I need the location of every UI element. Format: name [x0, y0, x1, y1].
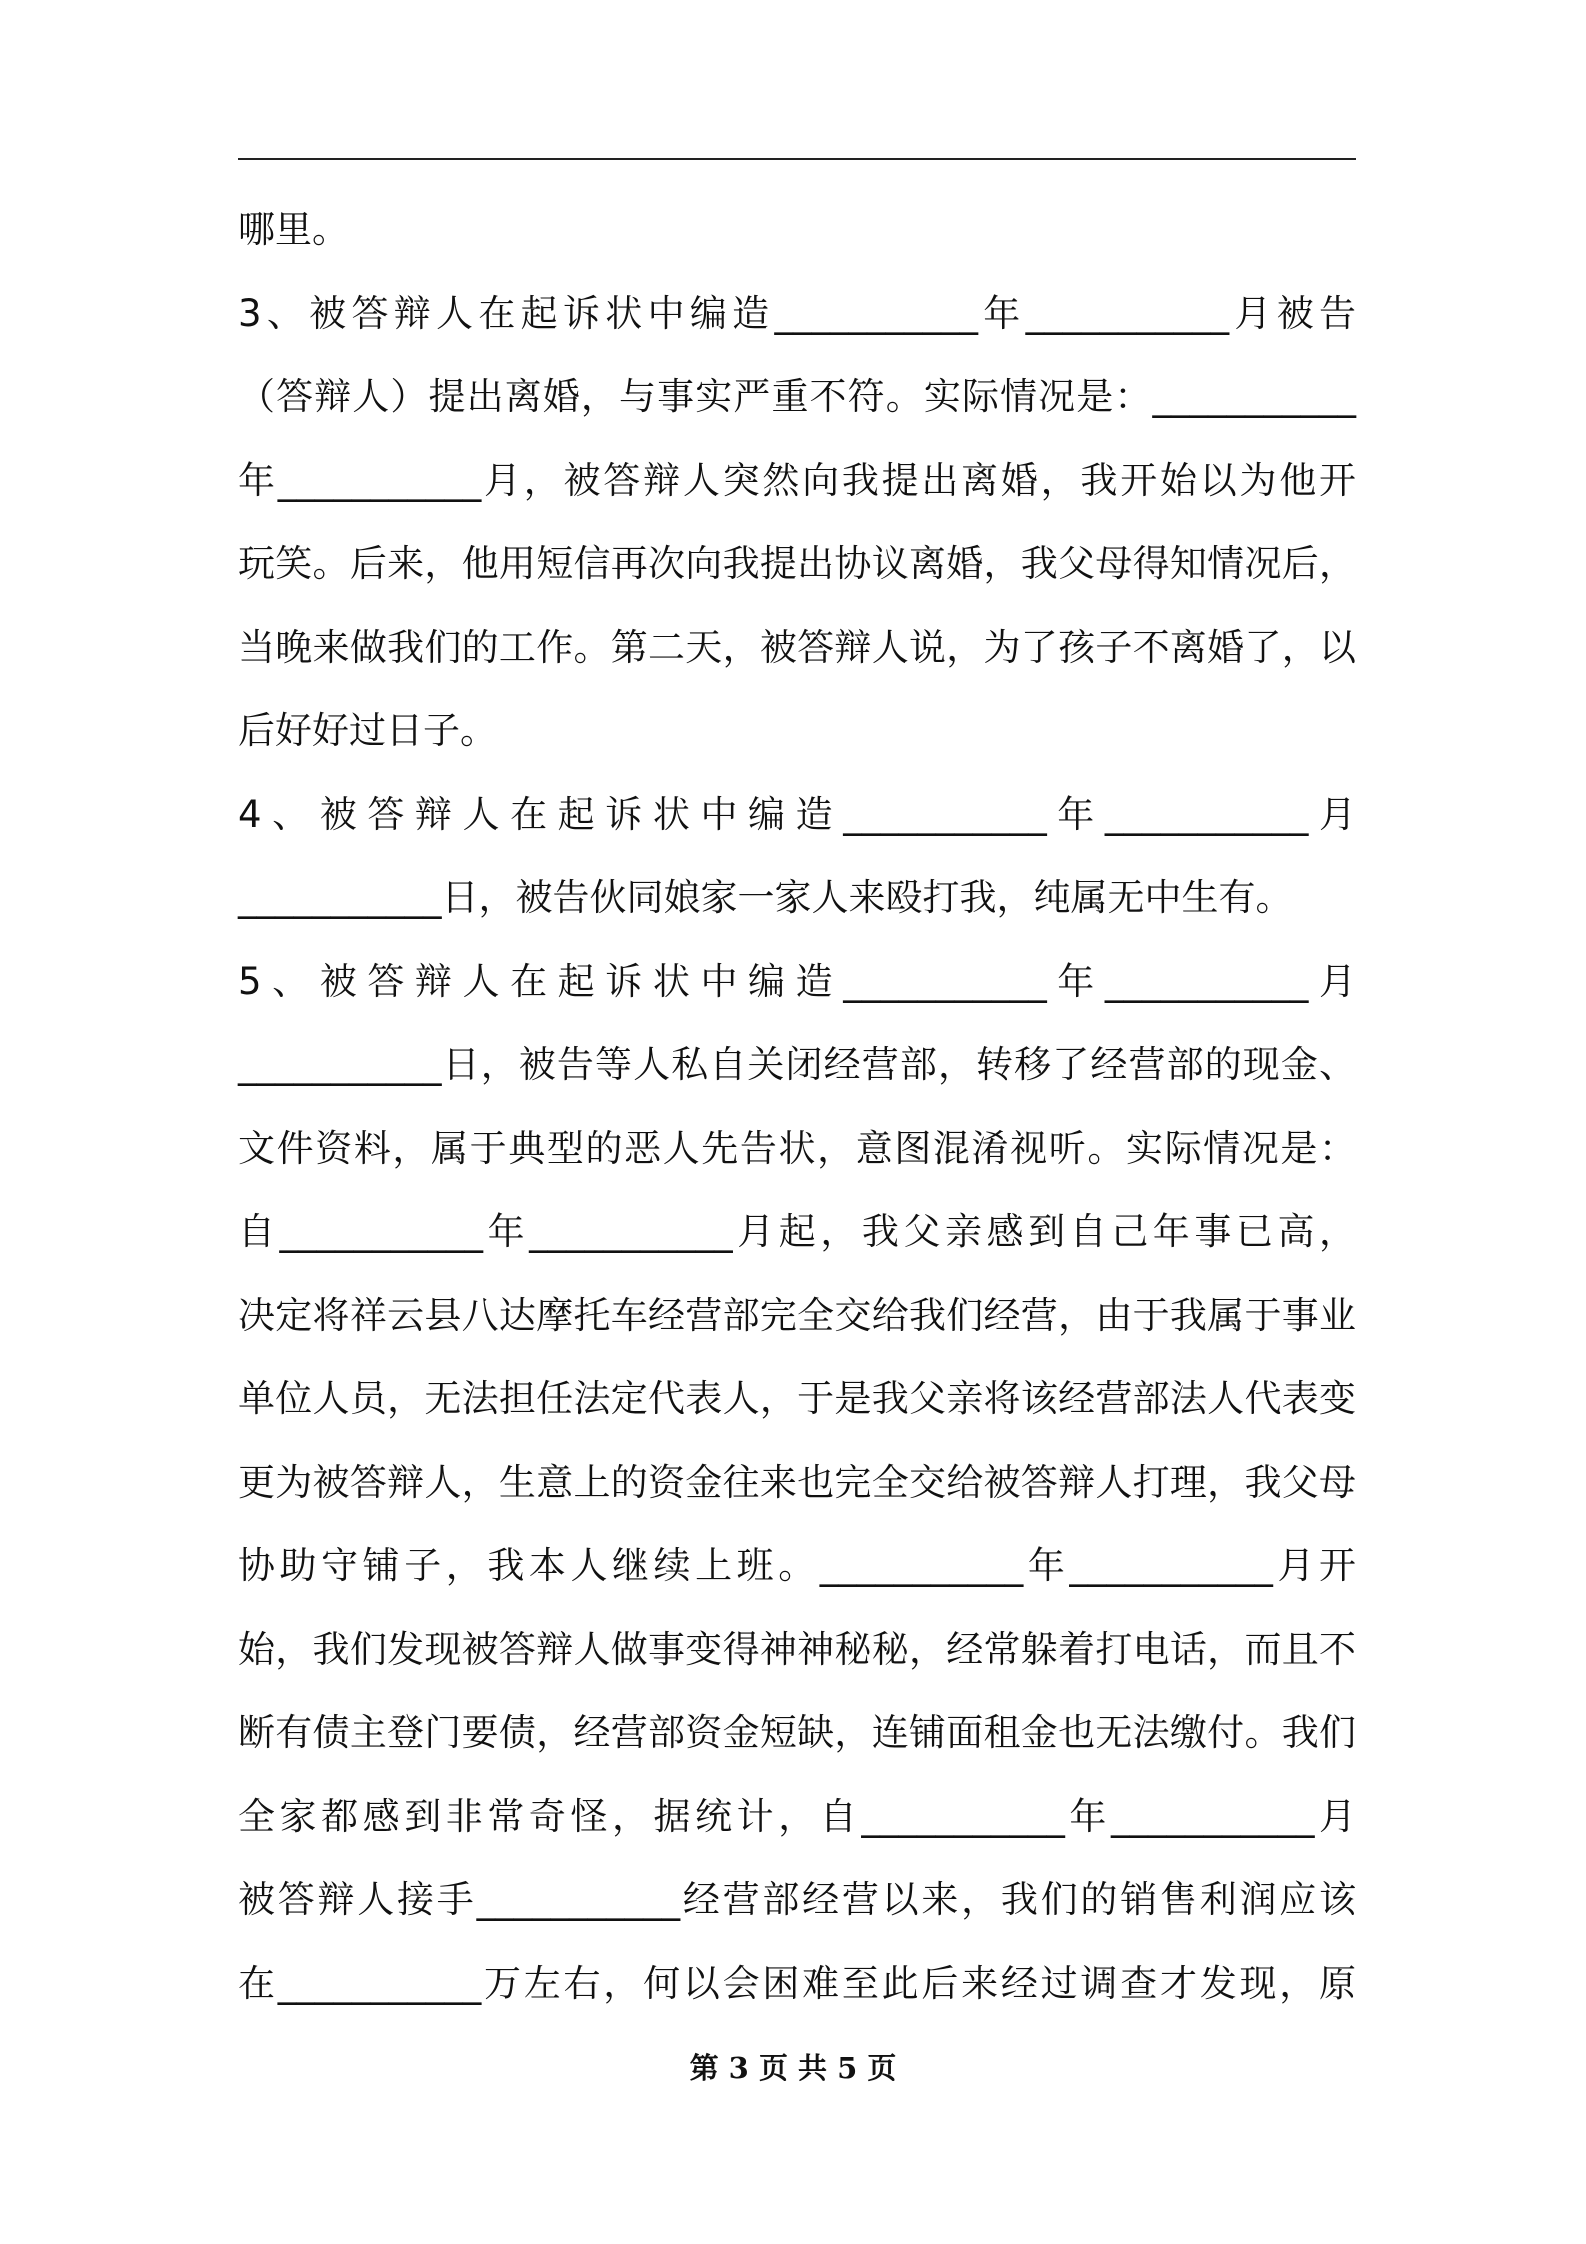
text-line: 玩笑。后来，他用短信再次向我提出协议离婚，我父母得知情况后， — [238, 542, 1356, 585]
text-line: 协助守铺子，我本人继续上班。___________年___________月开 — [238, 1544, 1356, 1587]
document-body — [238, 188, 1356, 2025]
text-line: 决定将祥云县八达摩托车经营部完全交给我们经营，由于我属于事业 — [238, 1293, 1356, 1337]
text-line: 年___________月，被答辩人突然向我提出离婚，我开始以为他开 — [238, 458, 1356, 502]
text-line: 文件资料，属于典型的恶人先告状，意图混淆视听。实际情况是： — [238, 1126, 1356, 1170]
page-footer: 第 3 页 共 5 页 — [689, 2051, 897, 2085]
text-line: ___________日，被告伙同娘家一家人来殴打我，纯属无中生有。 — [238, 876, 1293, 919]
text-line: 在___________万左右，何以会困难至此后来经过调查才发现，原 — [238, 1961, 1356, 2005]
text-line: 5、被答辩人在起诉状中编造___________年___________月 — [238, 959, 1356, 1003]
text-line: 始，我们发现被答辩人做事变得神神秘秘，经常躲着打电话，而且不 — [238, 1627, 1356, 1671]
header-rule — [238, 158, 1356, 160]
text-line: 断有债主登门要债，经营部资金短缺，连铺面租金也无法缴付。我们 — [238, 1711, 1356, 1754]
text-line: 4、被答辩人在起诉状中编造___________年___________月 — [238, 792, 1356, 836]
text-line: 单位人员，无法担任法定代表人，于是我父亲将该经营部法人代表变 — [238, 1377, 1356, 1420]
text-line: 更为被答辩人，生意上的资金往来也完全交给被答辩人打理，我父母 — [238, 1460, 1356, 1504]
text-line: 后好好过日子。 — [238, 709, 497, 752]
text-line: 当晚来做我们的工作。第二天，被答辩人说，为了孩子不离婚了，以 — [238, 625, 1356, 669]
text-line: ___________日，被告等人私自关闭经营部，转移了经营部的现金、 — [238, 1043, 1356, 1086]
text-line: 被答辩人接手___________经营部经营以来，我们的销售利润应该 — [238, 1878, 1356, 1921]
text-line: 自___________年___________月起，我父亲感到自己年事已高， — [238, 1210, 1356, 1253]
text-line: 哪里。 — [238, 208, 349, 251]
text-line: 全家都感到非常奇怪，据统计，自___________年___________月 — [238, 1794, 1356, 1838]
text-line: 3、被答辩人在起诉状中编造___________年___________月被告 — [238, 291, 1356, 335]
text-line: （答辩人）提出离婚，与事实严重不符。实际情况是：___________ — [238, 375, 1356, 418]
